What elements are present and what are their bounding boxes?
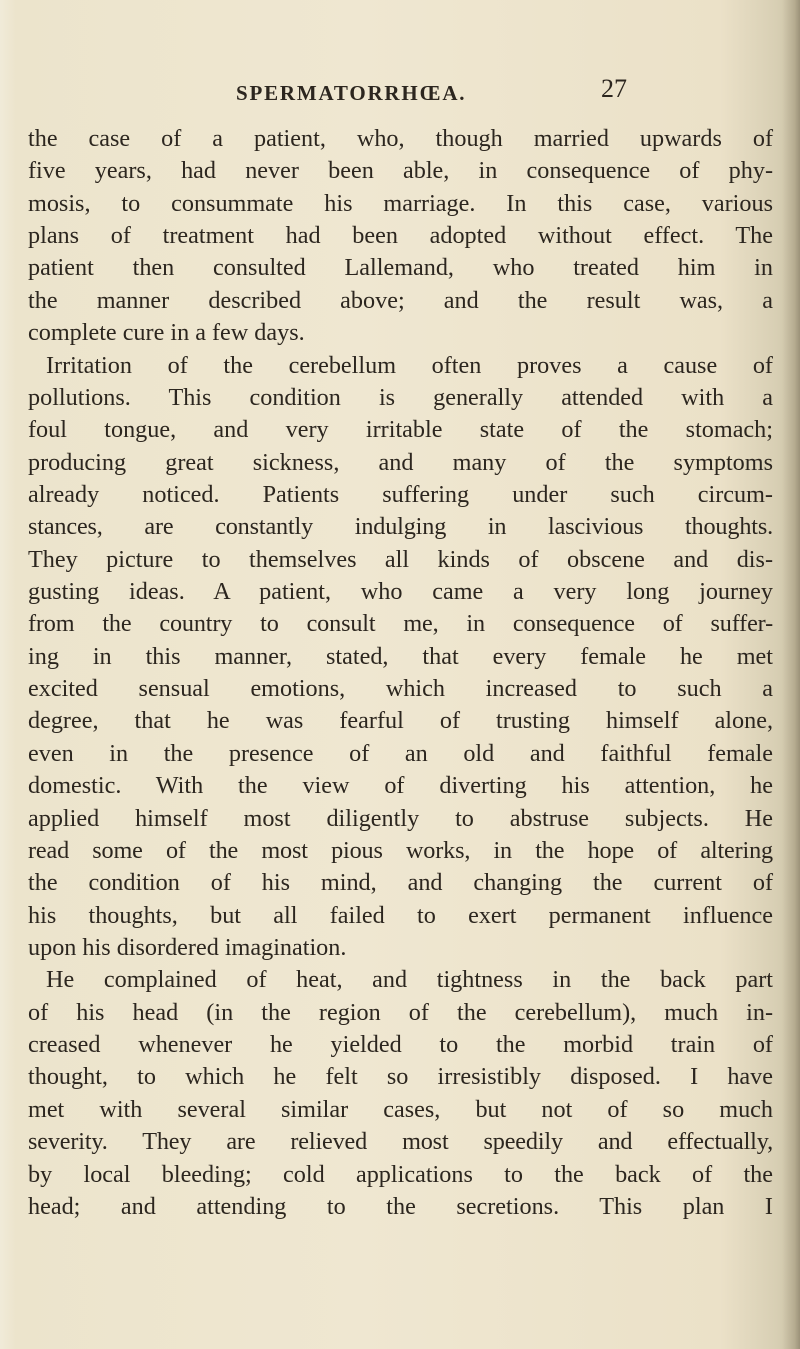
text-line: severity. They are relieved most speedily and effectually,: [28, 1128, 773, 1156]
text-line: applied himself most diligently to abstruse subjects. He: [28, 804, 773, 832]
text-line: his thoughts, but all failed to exert permanent influence: [28, 901, 773, 929]
text-line: head; and attending to the secretions. This plan I: [28, 1192, 773, 1220]
text-line: mosis, to consummate his marriage. In this case, various: [28, 189, 773, 217]
text-line: gusting ideas. A patient, who came a very long journey: [28, 578, 773, 606]
paragraph-start-line: He complained of heat, and tightness in the back part: [46, 966, 773, 994]
body-text: [28, 123, 773, 1223]
text-line: five years, had never been able, in consequence of phy-: [28, 157, 773, 185]
text-line: the condition of his mind, and changing the current of: [28, 869, 773, 897]
text-line: of his head (in the region of the cerebellum), much in-: [28, 998, 773, 1026]
text-line: already noticed. Patients suffering under such circum-: [28, 480, 773, 508]
page-left-margin: [0, 0, 16, 1349]
paragraph-end-line: complete cure in a few days.: [28, 319, 305, 347]
text-line: producing great sickness, and many of the symptoms: [28, 448, 773, 476]
text-line: degree, that he was fearful of trusting himself alone,: [28, 707, 773, 735]
text-line: creased whenever he yielded to the morbid train of: [28, 1031, 773, 1059]
text-line: by local bleeding; cold applications to the back of the: [28, 1160, 773, 1188]
paragraph-end-line: upon his disordered imagination.: [28, 933, 347, 961]
running-title: SPERMATORRHŒA.: [236, 81, 467, 105]
paragraph-start-line: Irritation of the cerebellum often proves a cause of: [46, 351, 773, 379]
text-line: ing in this manner, stated, that every female he met: [28, 642, 773, 670]
page-edge-shadow: [782, 0, 800, 1349]
text-line: the case of a patient, who, though married upwards of: [28, 125, 773, 152]
page-number: 27: [601, 74, 627, 103]
text-line: thought, to which he felt so irresistibly disposed. I have: [28, 1063, 773, 1091]
text-line: They picture to themselves all kinds of obscene and dis-: [28, 545, 773, 573]
text-line: even in the presence of an old and faithful female: [28, 739, 773, 767]
text-line: patient then consulted Lallemand, who treated him in: [28, 254, 773, 282]
text-line: excited sensual emotions, which increased to such a: [28, 675, 773, 703]
text-line: pollutions. This condition is generally attended with a: [28, 383, 773, 411]
text-line: the manner described above; and the result was, a: [28, 286, 773, 314]
text-line: met with several similar cases, but not of so much: [28, 1095, 773, 1123]
text-line: domestic. With the view of diverting his attention, he: [28, 772, 773, 800]
text-line: read some of the most pious works, in the hope of altering: [28, 836, 773, 864]
text-line: foul tongue, and very irritable state of the stomach;: [28, 416, 773, 444]
page-header: [0, 74, 800, 108]
text-line: from the country to consult me, in consequence of suffer-: [28, 610, 773, 638]
text-line: plans of treatment had been adopted without effect. The: [28, 222, 773, 250]
text-line: stances, are constantly indulging in lascivious thoughts.: [28, 513, 773, 541]
